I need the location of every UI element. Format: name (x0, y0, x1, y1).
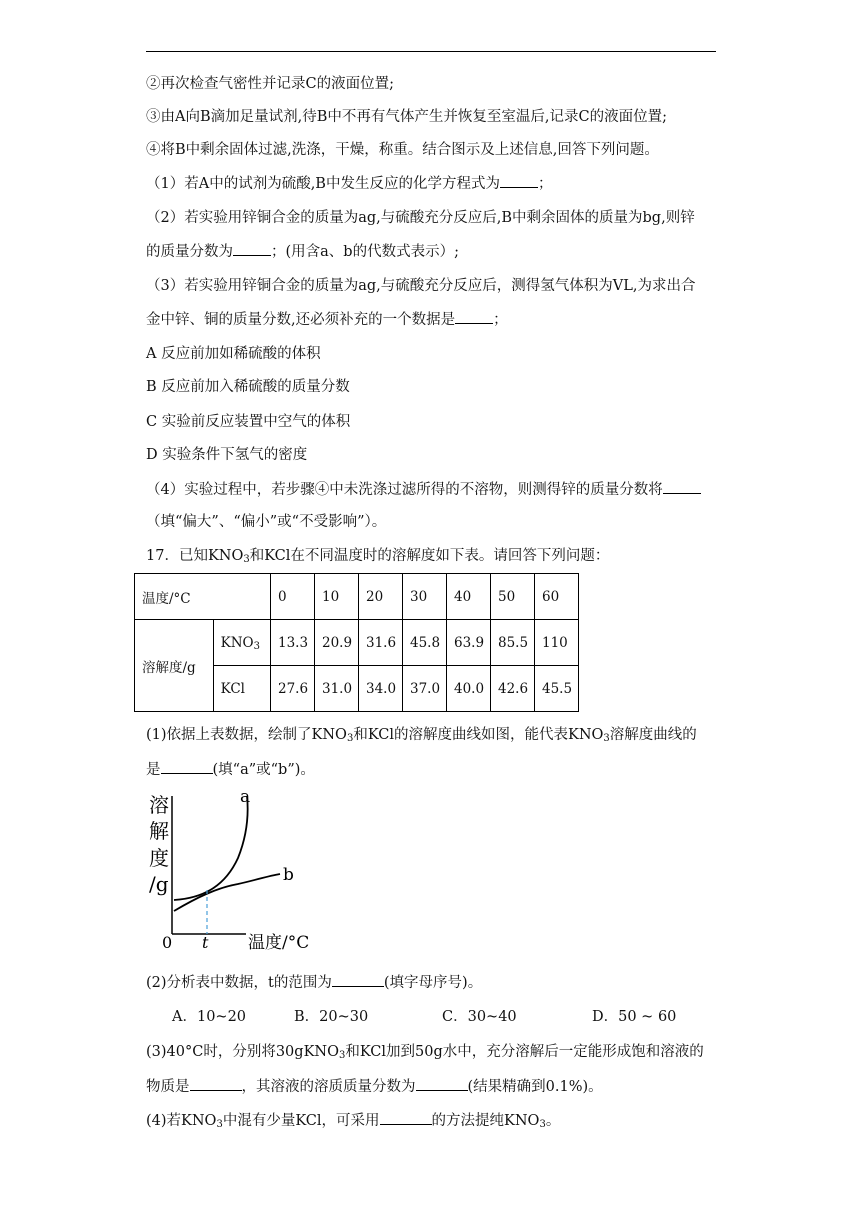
option-b: B 反应前加入稀硫酸的质量分数 (146, 379, 350, 395)
p3-text-e: (结果精确到0.1%)。 (467, 1079, 603, 1095)
p1-text-c: 溶解度曲线的 (609, 727, 697, 743)
y-label-char: 溶 (149, 793, 169, 817)
temp-cell: 60 (535, 574, 579, 620)
temp-header: 温度/°C (135, 574, 271, 620)
answer-blank[interactable] (455, 309, 493, 324)
choice-a: A．10~20 (172, 1009, 247, 1025)
question-1 (146, 173, 552, 194)
q17-text-b: 和KCl在不同温度时的溶解度如下表。请回答下列问题： (249, 548, 610, 564)
kcl-label: KCl (213, 666, 270, 712)
kcl-cell: 37.0 (403, 666, 447, 712)
p4-text-a: (4)若KNO (146, 1113, 217, 1129)
p1-text-a: (1)依据上表数据，绘制了KNO (146, 727, 347, 743)
p1-text-d: 是 (146, 762, 161, 778)
header-rule (146, 51, 716, 52)
solubility-curve-figure (146, 788, 326, 954)
table-row (135, 574, 579, 620)
kcl-cell: 34.0 (359, 666, 403, 712)
question-3-end: ； (493, 312, 508, 328)
temp-cell: 0 (271, 574, 315, 620)
answer-blank[interactable] (233, 241, 271, 256)
curve-b (174, 874, 280, 911)
p3-text-d: ，其溶液的溶质质量分数为 (241, 1079, 416, 1095)
p3-text-b: 和KCl加到50g水中，充分溶解后一定能形成饱和溶液的 (345, 1044, 704, 1060)
part-4: (4)若$KNO_3$中混有少量KCl，可采用 的方法提纯$KNO_3$。 (146, 1110, 560, 1131)
origin-label: 0 (162, 933, 173, 952)
kno3-label: $KNO_3$ (213, 620, 270, 666)
answer-blank[interactable] (380, 1110, 432, 1125)
choice-d: D．50 ~ 60 (592, 1009, 677, 1025)
question-3-line-1: （3）若实验用锌铜合金的质量为ag,与硫酸充分反应后，测得氢气体积为VL,为求出合 (146, 278, 696, 294)
step-2: ②再次检查气密性并记录C的液面位置; (146, 76, 394, 92)
step-3: ③由A向B滴加足量试剂,待B中不再有气体产生并恢复至室温后,记录C的液面位置; (146, 109, 667, 125)
temp-cell: 30 (403, 574, 447, 620)
curve-b-label: b (283, 865, 294, 885)
kno3-cell: 85.5 (491, 620, 535, 666)
part-3-line-2 (146, 1076, 603, 1097)
p1-text-b: 和KCl的溶解度曲线如图，能代表KNO (353, 727, 604, 743)
question-4-line-2: （填“偏大”、“偏小”或“不受影响”）。 (146, 514, 387, 530)
kno3-cell: 20.9 (315, 620, 359, 666)
kcl-cell: 31.0 (315, 666, 359, 712)
kcl-cell: 40.0 (447, 666, 491, 712)
p4-text-b: 中混有少量KCl，可采用 (222, 1113, 380, 1129)
question-3-text: 金中锌、铜的质量分数,还必须补充的一个数据是 (146, 312, 456, 328)
answer-blank[interactable] (416, 1076, 468, 1091)
x-axis-label: 温度/°C (248, 933, 310, 953)
y-label-char: /g (149, 872, 169, 896)
p2-text-a: (2)分析表中数据，t的范围为 (146, 975, 332, 991)
choice-c: C．30~40 (442, 1009, 517, 1025)
part-1-line-2 (146, 759, 315, 780)
answer-blank[interactable] (663, 479, 701, 494)
kno3-cell: 110 (535, 620, 579, 666)
part-2 (146, 972, 482, 993)
question-1-text: （1）若A中的试剂为硫酸,B中发生反应的化学方程式为 (146, 176, 500, 192)
kno3-cell: 31.6 (359, 620, 403, 666)
p1-text-e: (填“a”或“b”)。 (212, 762, 315, 778)
answer-blank[interactable] (332, 972, 384, 987)
p3-text-a: (3)40°C时，分别将30gKNO (146, 1044, 339, 1060)
kno3-cell: 45.8 (403, 620, 447, 666)
temp-cell: 10 (315, 574, 359, 620)
kno3-cell: 63.9 (447, 620, 491, 666)
choice-b: B．20~30 (294, 1009, 369, 1025)
y-label-char: 解 (149, 819, 169, 843)
q17-text-a: 17．已知KNO (146, 548, 244, 564)
question-4-line-1 (146, 479, 701, 500)
kcl-cell: 42.6 (491, 666, 535, 712)
answer-blank[interactable] (190, 1076, 242, 1091)
answer-blank[interactable] (161, 759, 213, 774)
step-4: ④将B中剩余固体过滤,洗涤，干燥，称重。结合图示及上述信息,回答下列问题。 (146, 142, 659, 158)
kno3-cell: 13.3 (271, 620, 315, 666)
part-1-line-1: (1)依据上表数据，绘制了$KNO_3$和KCl的溶解度曲线如图，能代表$KNO_3$溶解度曲线的 (146, 727, 697, 744)
temp-cell: 50 (491, 574, 535, 620)
option-a: A 反应前加如稀硫酸的体积 (146, 346, 321, 362)
kcl-cell: 45.5 (535, 666, 579, 712)
temp-cell: 20 (359, 574, 403, 620)
option-c: C 实验前反应装置中空气的体积 (146, 414, 351, 430)
question-2-line-2 (146, 241, 459, 262)
p3-text-c: 物质是 (146, 1079, 190, 1095)
question-17-stem (146, 546, 609, 566)
question-2-line-1: （2）若实验用锌铜合金的质量为ag,与硫酸充分反应后,B中剩余固体的质量为bg,则锌 (146, 210, 695, 226)
option-d: D 实验条件下氢气的密度 (146, 447, 308, 463)
question-2-text: 的质量分数为 (146, 244, 233, 260)
answer-blank[interactable] (500, 173, 538, 188)
question-4-text: （4）实验过程中，若步骤④中未洗涤过滤所得的不溶物，则测得锌的质量分数将 (146, 482, 663, 498)
p4-text-c: 的方法提纯KNO (431, 1113, 540, 1129)
question-1-end: ； (537, 176, 553, 192)
part-3-line-1: (3)40°C时，分别将30gKNO$_3$和KCl加到50g水中，充分溶解后一定能形成饱和溶液的 (146, 1044, 704, 1061)
t-label: t (202, 933, 209, 952)
question-2-end: ；(用含a、b的代数式表示）; (271, 244, 459, 260)
curve-a-label: a (240, 788, 251, 807)
solubility-header: 溶解度/g (135, 620, 214, 712)
kcl-cell: 27.6 (271, 666, 315, 712)
temp-cell: 40 (447, 574, 491, 620)
solubility-table (134, 573, 579, 712)
p4-text-d: 。 (545, 1113, 561, 1129)
y-label-char: 度 (149, 846, 169, 870)
table-row (135, 620, 579, 666)
subscript: 3 (243, 554, 250, 565)
p2-text-b: (填字母序号)。 (383, 975, 483, 991)
question-3-line-2 (146, 309, 508, 330)
